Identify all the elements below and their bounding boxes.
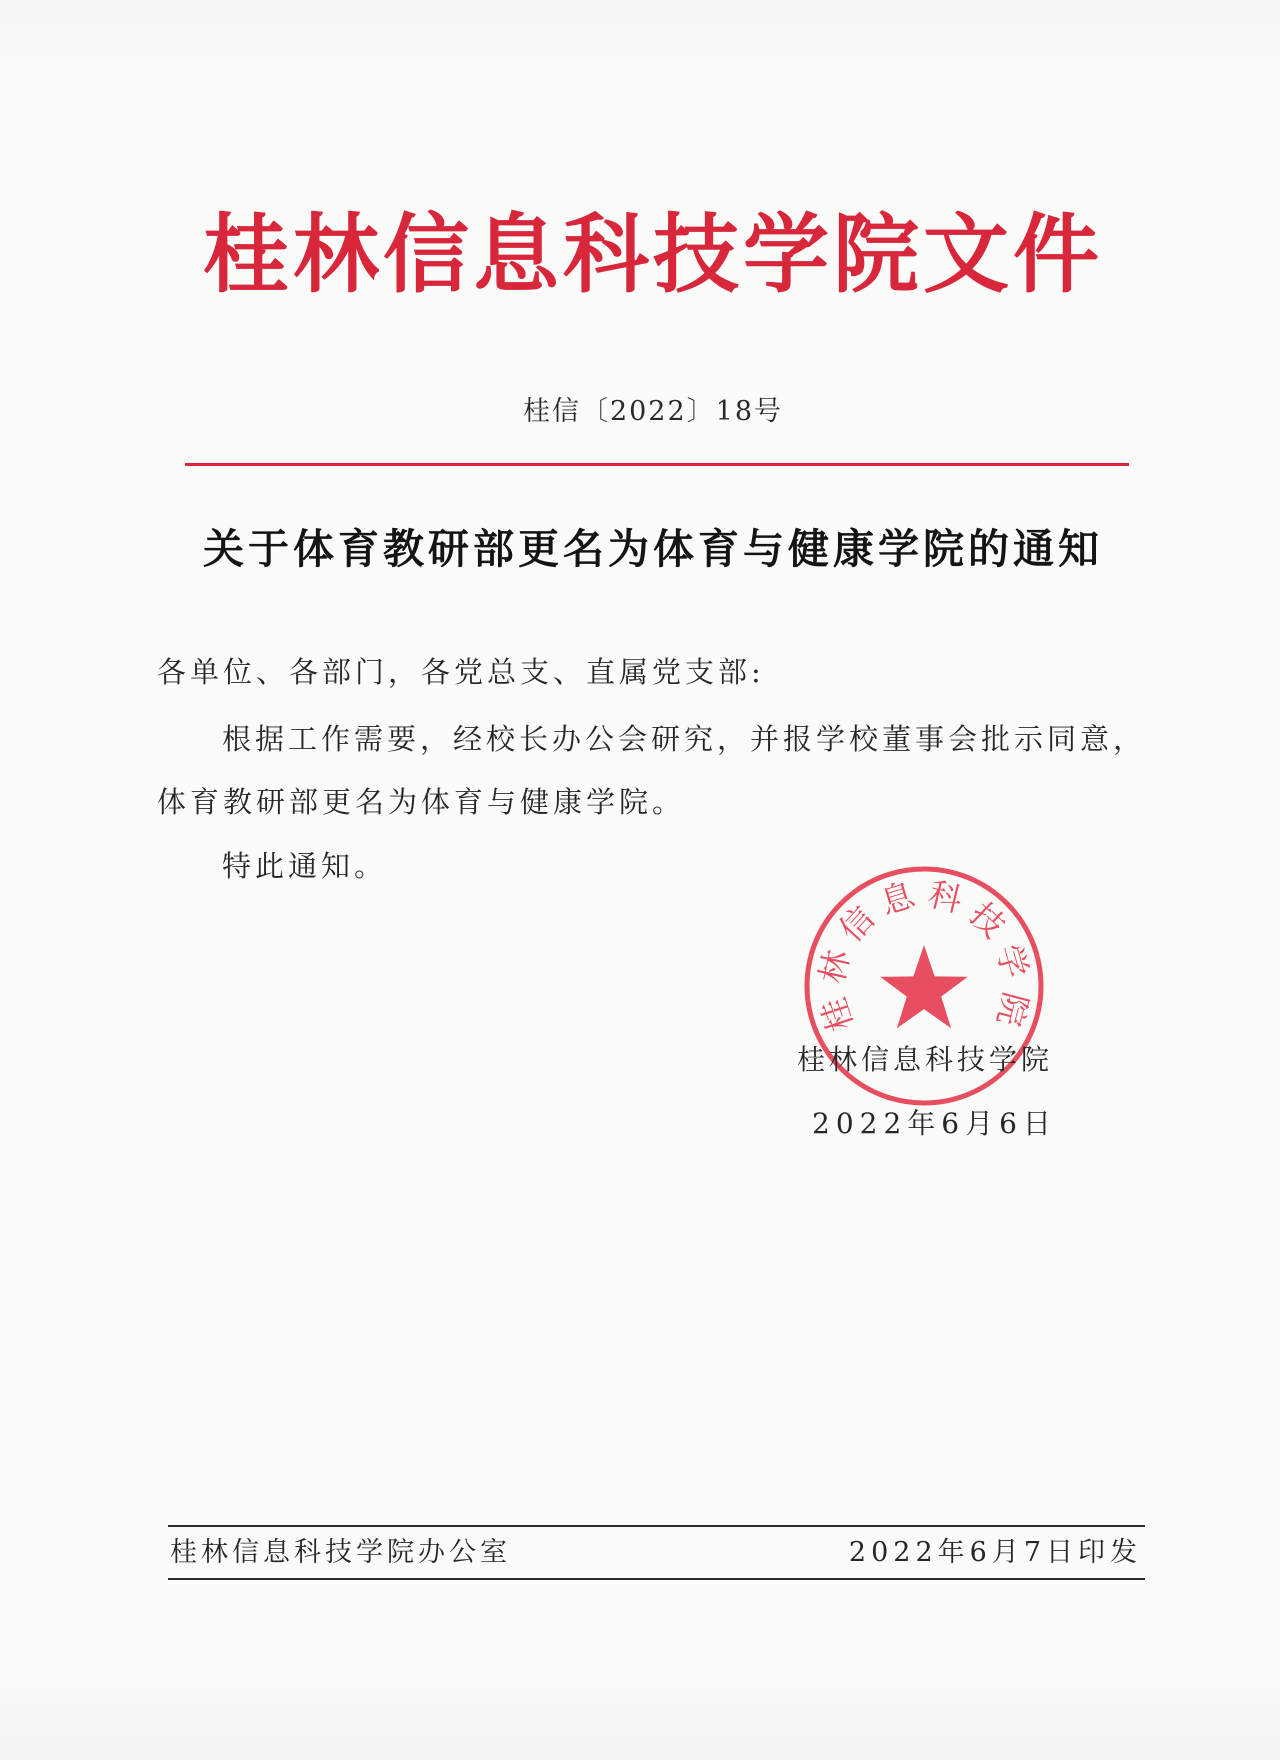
signature-organization: 桂林信息科技学院 (797, 1043, 1054, 1076)
footer-top-rule (168, 1525, 1145, 1527)
signature-date: 2022年6月6日 (812, 1107, 1057, 1140)
footer-issue-date: 2022年6月7日印发 (848, 1537, 1142, 1568)
paragraph-line: 根据工作需要，经校长办公会研究，并报学校董事会批示同意， (222, 722, 1147, 756)
star-icon (880, 945, 968, 1028)
footer-bottom-rule (168, 1578, 1145, 1580)
footer-issuer: 桂林信息科技学院办公室 (170, 1537, 511, 1568)
document-header-title: 桂林信息科技学院文件 (203, 204, 1103, 305)
salutation: 各单位、各部门，各党总支、直属党支部: (157, 655, 765, 689)
seal-text-path: 桂林信息科技学院 (812, 874, 1036, 1037)
document-number: 桂信〔2022〕18号 (522, 396, 784, 427)
red-divider-line (185, 463, 1129, 466)
notice-title: 关于体育教研部更名为体育与健康学院的通知 (203, 525, 1103, 573)
closing-line: 特此通知。 (222, 849, 388, 883)
paragraph-line: 体育教研部更名为体育与健康学院。 (157, 785, 686, 819)
